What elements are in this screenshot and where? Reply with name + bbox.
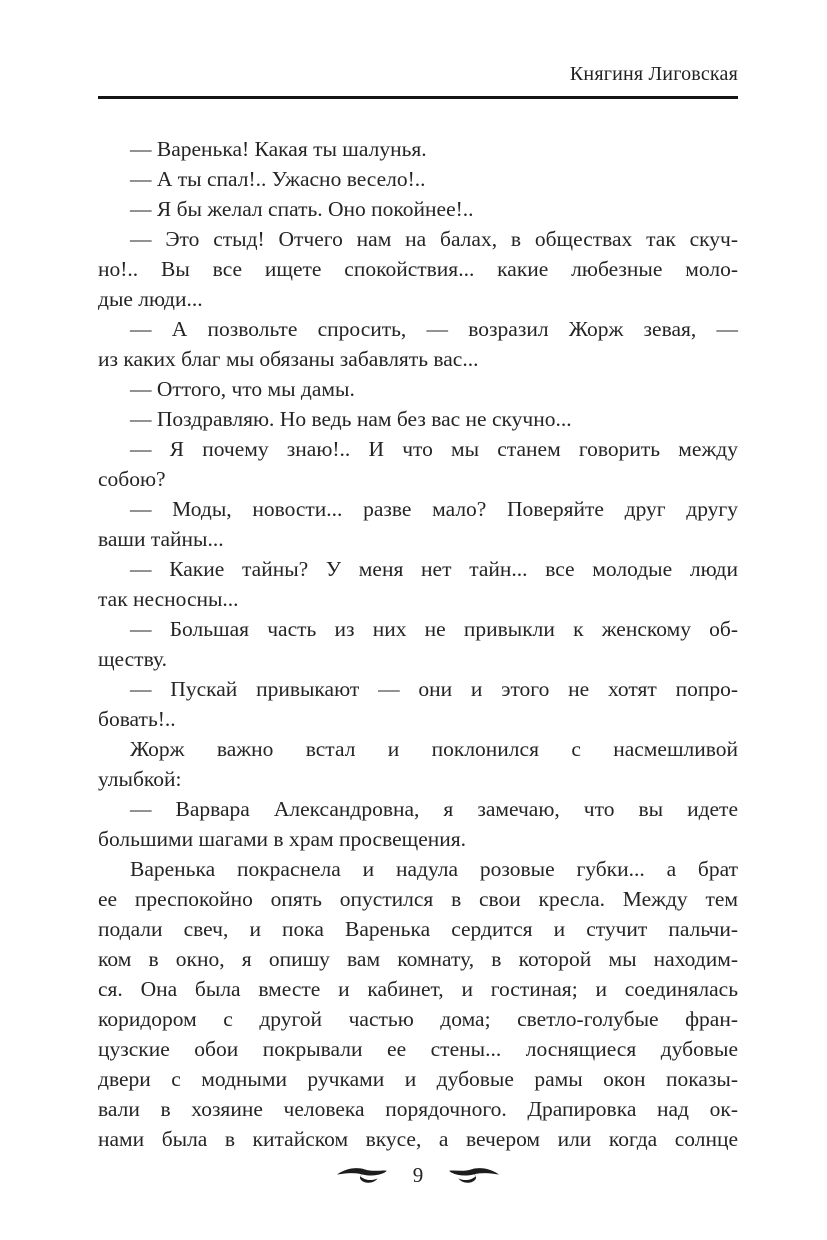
text-line: дые люди... bbox=[98, 286, 203, 311]
text-line: — Это стыд! Отчего нам на балах, в обществах так скуч- bbox=[130, 226, 738, 251]
text-line: большими шагами в храм просвещения. bbox=[98, 826, 467, 851]
text-line: бовать!.. bbox=[98, 706, 176, 731]
text-line: двери с модными ручками и дубовые рамы окон показы- bbox=[98, 1066, 738, 1091]
text-line: вали в хозяине человека порядочного. Драпировка над ок- bbox=[98, 1096, 738, 1121]
text-line: цузские обои покрывали ее стены... лоснящиеся дубовые bbox=[98, 1036, 738, 1061]
running-title: Княгиня Лиговская bbox=[569, 63, 738, 85]
text-line: из каких благ мы обязаны забавлять вас... bbox=[98, 346, 479, 371]
text-line: — А ты спал!.. Ужасно весело!.. bbox=[130, 166, 426, 191]
text-line: — А позвольте спросить, — возразил Жорж зевая, — bbox=[130, 316, 738, 341]
text-line: но!.. Вы все ищете спокойствия... какие любезные моло- bbox=[98, 256, 738, 281]
text-line: — Какие тайны? У меня нет тайн... все молодые люди bbox=[130, 556, 738, 581]
page-number: 9 bbox=[412, 1162, 424, 1187]
page-footer bbox=[98, 1163, 738, 1187]
text-line: — Поздравляю. Но ведь нам без вас не скучно... bbox=[130, 406, 572, 431]
text-line: ществу. bbox=[98, 646, 167, 671]
text-line: — Варенька! Какая ты шалунья. bbox=[130, 136, 427, 161]
leaf-flourish-right-icon bbox=[448, 1165, 500, 1184]
text-line: коридором с другой частью дома; светло-голубые фран- bbox=[98, 1006, 738, 1031]
text-line: нами была в китайском вкусе, а вечером или когда солнце bbox=[98, 1126, 738, 1151]
text-line: — Я бы желал спать. Оно покойнее!.. bbox=[130, 196, 474, 221]
text-line: ком в окно, я опишу вам комнату, в которой мы находим- bbox=[98, 946, 738, 971]
text-line: собою? bbox=[98, 466, 166, 491]
text-line: так несносны... bbox=[98, 586, 239, 611]
text-line: ее преспокойно опять опустился в свои кресла. Между тем bbox=[98, 886, 738, 911]
leaf-flourish-left-icon bbox=[336, 1165, 388, 1184]
text-line: — Большая часть из них не привыкли к женскому об- bbox=[130, 616, 738, 641]
text-line: ся. Она была вместе и кабинет, и гостиная; и соединялась bbox=[98, 976, 738, 1001]
text-line: ваши тайны... bbox=[98, 526, 224, 551]
text-line: — Моды, новости... разве мало? Поверяйте друг другу bbox=[130, 496, 738, 521]
text-line: — Оттого, что мы дамы. bbox=[130, 376, 355, 401]
body-text bbox=[98, 134, 738, 1154]
text-line: — Варвара Александровна, я замечаю, что вы идете bbox=[130, 796, 738, 821]
text-line: — Я почему знаю!.. И что мы станем говорить между bbox=[130, 436, 738, 461]
text-line: подали свеч, и пока Варенька сердится и стучит пальчи- bbox=[98, 916, 738, 941]
text-line: Варенька покраснела и надула розовые губки... а брат bbox=[130, 856, 738, 881]
text-line: Жорж важно встал и поклонился с насмешливой bbox=[130, 736, 738, 761]
text-line: — Пускай привыкают — они и этого не хотят попро- bbox=[130, 676, 738, 701]
header-rule bbox=[98, 96, 738, 99]
text-line: улыбкой: bbox=[98, 766, 182, 791]
page-header bbox=[98, 0, 738, 99]
